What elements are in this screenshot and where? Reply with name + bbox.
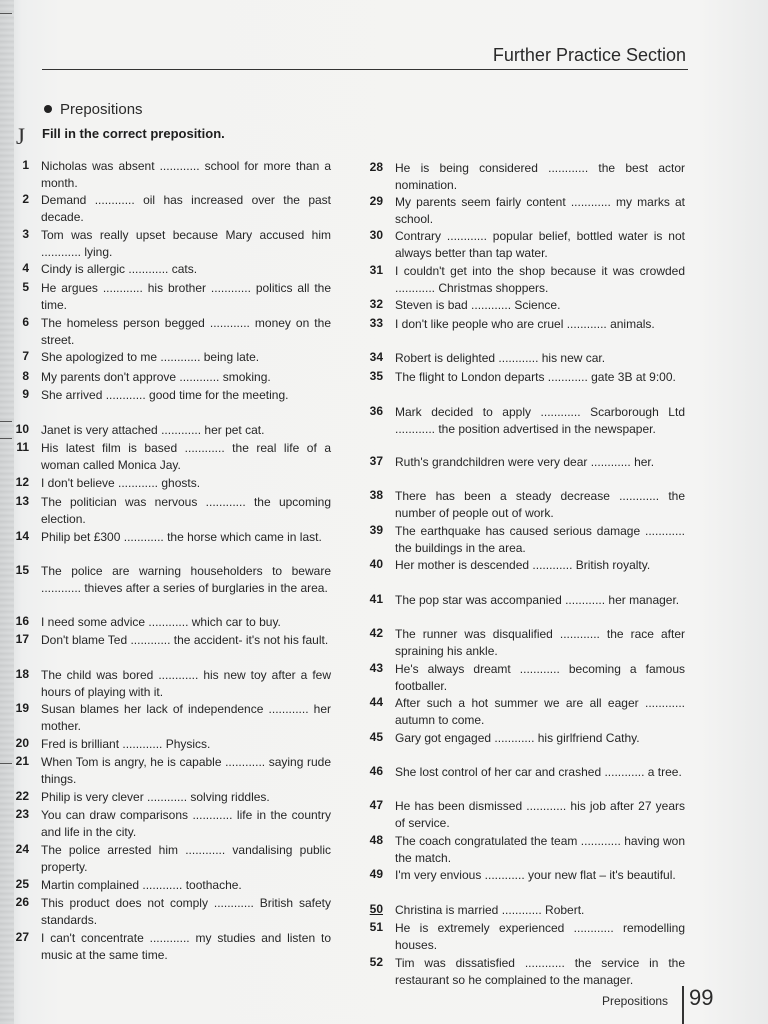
item-text: The politician was nervous ............ the upcoming election. xyxy=(41,495,331,526)
item-number: 13 xyxy=(15,494,29,508)
item-text: I need some advice ............ which car to buy. xyxy=(41,615,281,629)
item-number: 43 xyxy=(369,661,383,675)
item-number: 39 xyxy=(369,523,383,537)
item-number: 8 xyxy=(22,369,29,383)
item-text: She apologized to me ............ being late. xyxy=(41,350,260,364)
item-text: The runner was disqualified ............ the race after spraining his ankle. xyxy=(395,627,685,658)
section-heading-label: Prepositions xyxy=(60,101,143,118)
page-header-title: Further Practice Section xyxy=(492,45,686,65)
item-number: 5 xyxy=(22,280,29,294)
item-number: 15 xyxy=(15,563,29,577)
footer-section-label: Prepositions xyxy=(602,994,669,1008)
item-text: Philip is very clever ............ solving riddles. xyxy=(41,790,270,804)
item-text: Ruth's grandchildren were very dear ............ her. xyxy=(395,455,655,469)
item-number: 49 xyxy=(369,867,383,881)
item-number: 30 xyxy=(369,228,383,242)
item-number: 14 xyxy=(15,529,29,543)
item-text: Fred is brilliant ............ Physics. xyxy=(41,737,211,751)
item-text: She lost control of her car and crashed ............ a tree. xyxy=(395,765,682,779)
item-text: Christina is married ............ Robert. xyxy=(395,903,585,917)
item-number: 32 xyxy=(369,297,383,311)
item-text: There has been a steady decrease ............ the number of people out of work. xyxy=(395,489,685,520)
item-number: 23 xyxy=(15,807,29,821)
item-number: 45 xyxy=(369,730,383,744)
item-number: 21 xyxy=(15,754,29,768)
item-number: 11 xyxy=(16,440,29,454)
item-text: Contrary ............ popular belief, bottled water is not always better than tap water. xyxy=(395,229,685,260)
exercise-instruction: Fill in the correct preposition. xyxy=(42,126,225,141)
item-text: Cindy is allergic ............ cats. xyxy=(41,262,198,276)
margin-mark xyxy=(0,438,12,439)
item-text: Her mother is descended ............ British royalty. xyxy=(395,558,651,572)
item-text: Philip bet £300 ............ the horse which came in last. xyxy=(41,530,322,544)
item-number: 20 xyxy=(15,736,29,750)
item-number: 38 xyxy=(369,488,383,502)
item-text: The coach congratulated the team ............ having won the match. xyxy=(395,834,685,865)
item-text: The flight to London departs ............ gate 3B at 9:00. xyxy=(395,370,676,384)
item-text: When Tom is angry, he is capable ............ saying rude things. xyxy=(41,755,331,786)
item-text: Tim was dissatisfied ............ the service in the restaurant so he complained to the manager. xyxy=(395,956,685,987)
item-number: 1 xyxy=(22,158,29,172)
item-text: The police arrested him ............ vandalising public property. xyxy=(41,843,331,874)
item-number: 40 xyxy=(369,557,383,571)
item-text: Don't blame Ted ............ the accident- it's not his fault. xyxy=(41,633,329,647)
item-text: She arrived ............ good time for the meeting. xyxy=(41,388,289,402)
item-text: Robert is delighted ............ his new car. xyxy=(395,351,606,365)
item-number: 22 xyxy=(15,789,29,803)
footer-divider xyxy=(682,986,684,1024)
item-text: The police are warning householders to beware ............ thieves after a series of burglaries in the area. xyxy=(41,564,331,595)
item-number: 31 xyxy=(369,263,383,277)
item-number: 10 xyxy=(15,422,29,436)
header-rule xyxy=(42,69,688,70)
item-number: 47 xyxy=(369,798,383,812)
item-text: Demand ............ oil has increased over the past decade. xyxy=(41,193,331,224)
item-number: 36 xyxy=(369,404,383,418)
item-number: 37 xyxy=(369,454,383,468)
item-text: Tom was really upset because Mary accused him ............ lying. xyxy=(41,228,331,259)
item-number: 25 xyxy=(15,877,29,891)
item-number: 19 xyxy=(15,701,29,715)
item-text: The pop star was accompanied ............ her manager. xyxy=(395,593,680,607)
item-text: He argues ............ his brother ............ politics all the time. xyxy=(41,281,331,312)
item-number: 18 xyxy=(15,667,29,681)
item-number: 26 xyxy=(15,895,29,909)
item-text: This product does not comply ............ British safety standards. xyxy=(41,896,331,927)
item-number: 9 xyxy=(22,387,29,401)
item-number: 6 xyxy=(22,315,29,329)
item-text: After such a hot summer we are all eager ............ autumn to come. xyxy=(395,696,685,727)
item-number: 3 xyxy=(22,227,29,241)
item-number: 7 xyxy=(22,349,29,363)
item-number: 34 xyxy=(369,350,383,364)
item-number: 33 xyxy=(369,316,383,330)
item-number: 16 xyxy=(15,614,29,628)
item-number: 42 xyxy=(369,626,383,640)
item-number: 46 xyxy=(369,764,383,778)
item-text: I don't like people who are cruel ............ animals. xyxy=(395,317,655,331)
page-number: 99 xyxy=(689,985,714,1010)
item-number: 48 xyxy=(369,833,383,847)
item-number: 12 xyxy=(15,475,29,489)
item-text: I can't concentrate ............ my studies and listen to music at the same time. xyxy=(41,931,331,962)
item-text: I'm very envious ............ your new flat – it's beautiful. xyxy=(395,868,676,882)
bullet-icon xyxy=(44,105,52,113)
item-text: Nicholas was absent ............ school for more than a month. xyxy=(41,159,331,190)
item-text: Martin complained ............ toothache. xyxy=(41,878,242,892)
item-text: He has been dismissed ............ his job after 27 years of service. xyxy=(395,799,685,830)
item-text: The child was bored ............ his new toy after a few hours of playing with it. xyxy=(41,668,331,699)
exercise-letter: J xyxy=(16,124,25,149)
item-number: 44 xyxy=(369,695,383,709)
item-text: Janet is very attached ............ her pet cat. xyxy=(41,423,265,437)
item-text: He is extremely experienced ............ remodelling houses. xyxy=(395,921,685,952)
item-text: Gary got engaged ............ his girlfriend Cathy. xyxy=(395,731,640,745)
item-number: 17 xyxy=(15,632,29,646)
item-text: Susan blames her lack of independence ............ her mother. xyxy=(41,702,331,733)
item-text: Mark decided to apply ............ Scarborough Ltd ............ the position advertised in the newspaper. xyxy=(395,405,685,436)
item-text: His latest film is based ............ the real life of a woman called Monica Jay. xyxy=(41,441,331,472)
item-number: 2 xyxy=(22,192,29,206)
item-number: 4 xyxy=(22,261,29,275)
item-text: The homeless person begged ............ money on the street. xyxy=(41,316,331,347)
item-text: He's always dreamt ............ becoming a famous footballer. xyxy=(395,662,685,693)
item-text: My parents don't approve ............ smoking. xyxy=(41,370,271,384)
item-text: You can draw comparisons ............ life in the country and life in the city. xyxy=(41,808,331,839)
item-number: 52 xyxy=(369,955,383,969)
item-text: I couldn't get into the shop because it was crowded ............ Christmas shoppers. xyxy=(395,264,685,295)
item-number: 50 xyxy=(369,902,383,916)
item-number: 24 xyxy=(15,842,29,856)
book-spine-shadow xyxy=(0,0,14,1024)
margin-mark xyxy=(0,13,12,14)
item-text: The earthquake has caused serious damage ............ the buildings in the area. xyxy=(395,524,685,555)
item-text: Steven is bad ............ Science. xyxy=(395,298,561,312)
item-number: 27 xyxy=(15,930,29,944)
item-text: My parents seem fairly content ............ my marks at school. xyxy=(395,195,685,226)
item-number: 35 xyxy=(369,369,383,383)
section-heading xyxy=(44,101,143,118)
item-number: 28 xyxy=(369,160,383,174)
item-number: 29 xyxy=(369,194,383,208)
item-text: He is being considered ............ the best actor nomination. xyxy=(395,161,685,192)
item-number: 51 xyxy=(369,920,383,934)
item-number: 41 xyxy=(369,592,383,606)
item-text: I don't believe ............ ghosts. xyxy=(41,476,201,490)
